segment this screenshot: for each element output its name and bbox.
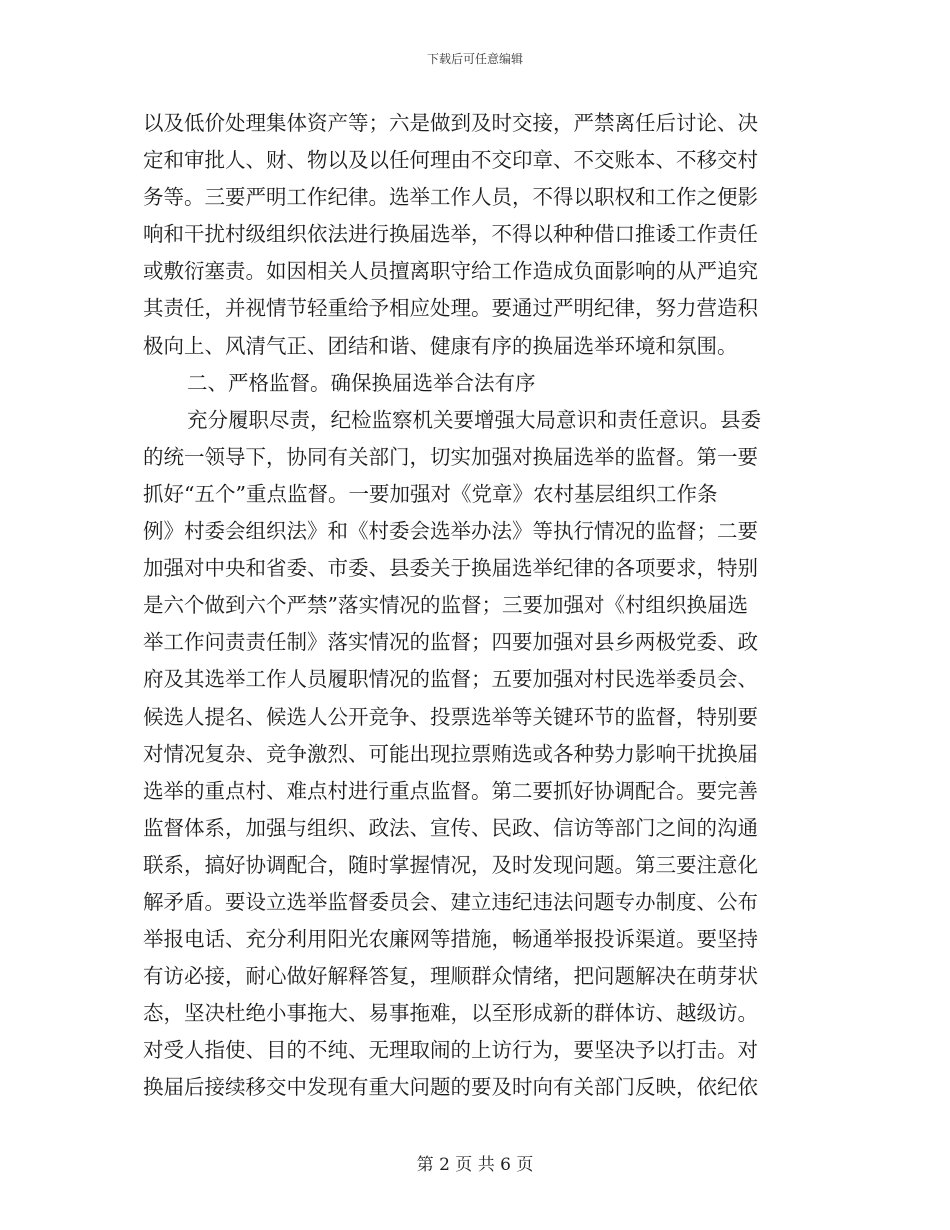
text-line: 例》村委会组织法》和《村委会选举办法》等执行情况的监督；二要 bbox=[143, 519, 758, 544]
text-line: 有访必接，耐心做好解释答复，理顺群众情绪，把问题解决在萌芽状 bbox=[143, 964, 758, 989]
page-footer: 第 2 页 共 6 页 bbox=[416, 1155, 534, 1175]
document-body bbox=[143, 105, 823, 1107]
text-line: 定和审批人、财、物以及以任何理由不交印章、不交账本、不移交村 bbox=[143, 148, 758, 173]
text-line: 加强对中央和省委、市委、县委关于换届选举纪律的各项要求，特别 bbox=[143, 556, 758, 581]
paragraph-first-line: 充分履职尽责，纪检监察机关要增强大局意识和责任意识。县委 bbox=[187, 407, 761, 432]
text-line: 府及其选举工作人员履职情况的监督；五要加强对村民选举委员会、 bbox=[143, 667, 758, 692]
text-line: 监督体系，加强与组织、政法、宣传、民政、信访等部门之间的沟通 bbox=[143, 815, 758, 840]
paragraph-first-line: 二、严格监督。确保换届选举合法有序 bbox=[187, 370, 536, 395]
text-line: 举报电话、充分利用阳光农廉网等措施，畅通举报投诉渠道。要坚持 bbox=[143, 927, 758, 952]
text-line: 务等。三要严明工作纪律。选举工作人员，不得以职权和工作之便影 bbox=[143, 185, 758, 210]
text-line: 其责任，并视情节轻重给予相应处理。要通过严明纪律，努力营造积 bbox=[143, 296, 758, 321]
text-line: 换届后接续移交中发现有重大问题的要及时向有关部门反映，依纪依 bbox=[143, 1075, 758, 1100]
text-line: 的统一领导下，协同有关部门，切实加强对换届选举的监督。第一要 bbox=[143, 444, 758, 469]
text-line: 解矛盾。要设立选举监督委员会、建立违纪违法问题专办制度、公布 bbox=[143, 889, 758, 914]
text-line: 举工作问责责任制》落实情况的监督；四要加强对县乡两极党委、政 bbox=[143, 630, 758, 655]
text-line: 对情况复杂、竞争激烈、可能出现拉票贿选或各种势力影响干扰换届 bbox=[143, 741, 758, 766]
text-line: 响和干扰村级组织依法进行换届选举，不得以种种借口推诿工作责任 bbox=[143, 222, 758, 247]
text-line: 极向上、风清气正、团结和谐、健康有序的换届选举环境和氛围。 bbox=[143, 333, 738, 358]
text-line: 对受人指使、目的不纯、无理取闹的上访行为，要坚决予以打击。对 bbox=[143, 1038, 758, 1063]
text-line: 以及低价处理集体资产等；六是做到及时交接，严禁离任后讨论、决 bbox=[143, 111, 758, 135]
text-line: 态，坚决杜绝小事拖大、易事拖难，以至形成新的群体访、越级访。 bbox=[143, 1001, 758, 1026]
page-header: 下载后可任意编辑 bbox=[426, 52, 523, 66]
text-line: 联系，搞好协调配合，随时掌握情况，及时发现问题。第三要注意化 bbox=[143, 852, 758, 877]
text-line: 是六个做到六个严禁”落实情况的监督；三要加强对《村组织换届选 bbox=[143, 593, 748, 618]
text-line: 候选人提名、候选人公开竞争、投票选举等关键环节的监督，特别要 bbox=[143, 704, 758, 729]
text-line: 选举的重点村、难点村进行重点监督。第二要抓好协调配合。要完善 bbox=[143, 778, 758, 803]
text-line: 或敷衍塞责。如因相关人员擅离职守给工作造成负面影响的从严追究 bbox=[143, 259, 758, 284]
text-line: 抓好“五个”重点监督。一要加强对《党章》农村基层组织工作条 bbox=[143, 481, 718, 506]
